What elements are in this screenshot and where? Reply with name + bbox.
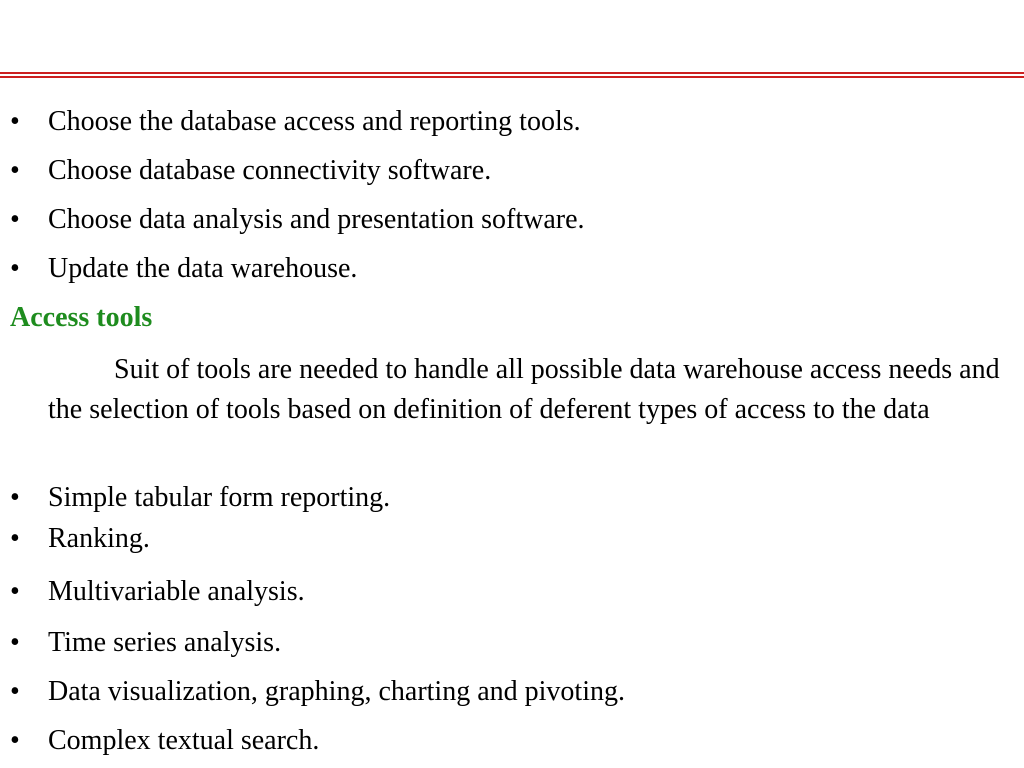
- list-item-text: Data visualization, graphing, charting and pivoting.: [48, 676, 625, 707]
- list-item-text: Choose data analysis and presentation software.: [48, 204, 585, 235]
- bullet-icon: •: [10, 576, 20, 607]
- list-item-text: Multivariable analysis.: [48, 576, 305, 607]
- bullet-icon: •: [10, 253, 20, 284]
- list-item-text: Simple tabular form reporting.: [48, 482, 391, 513]
- list-item-text: Choose the database access and reporting tools.: [48, 106, 581, 137]
- bullet-icon: •: [10, 725, 20, 756]
- list-item-text: Time series analysis.: [48, 627, 282, 658]
- section-heading: Access tools: [10, 302, 153, 333]
- bullet-icon: •: [10, 482, 20, 513]
- bullet-icon: •: [10, 204, 20, 235]
- list-item-text: Update the data warehouse.: [48, 253, 358, 284]
- bullet-icon: •: [10, 155, 20, 186]
- bullet-icon: •: [10, 627, 20, 658]
- bullet-icon: •: [10, 676, 20, 707]
- bullet-icon: •: [10, 523, 20, 554]
- bullet-icon: •: [10, 106, 20, 137]
- section-paragraph: Suit of tools are needed to handle all possible data warehouse access needs and the selection of tools based on definition of deferent types of access to the data: [48, 354, 1000, 425]
- list-item-text: Choose database connectivity software.: [48, 155, 492, 186]
- list-item-text: Complex textual search.: [48, 725, 320, 756]
- list-item-text: Ranking.: [48, 523, 150, 554]
